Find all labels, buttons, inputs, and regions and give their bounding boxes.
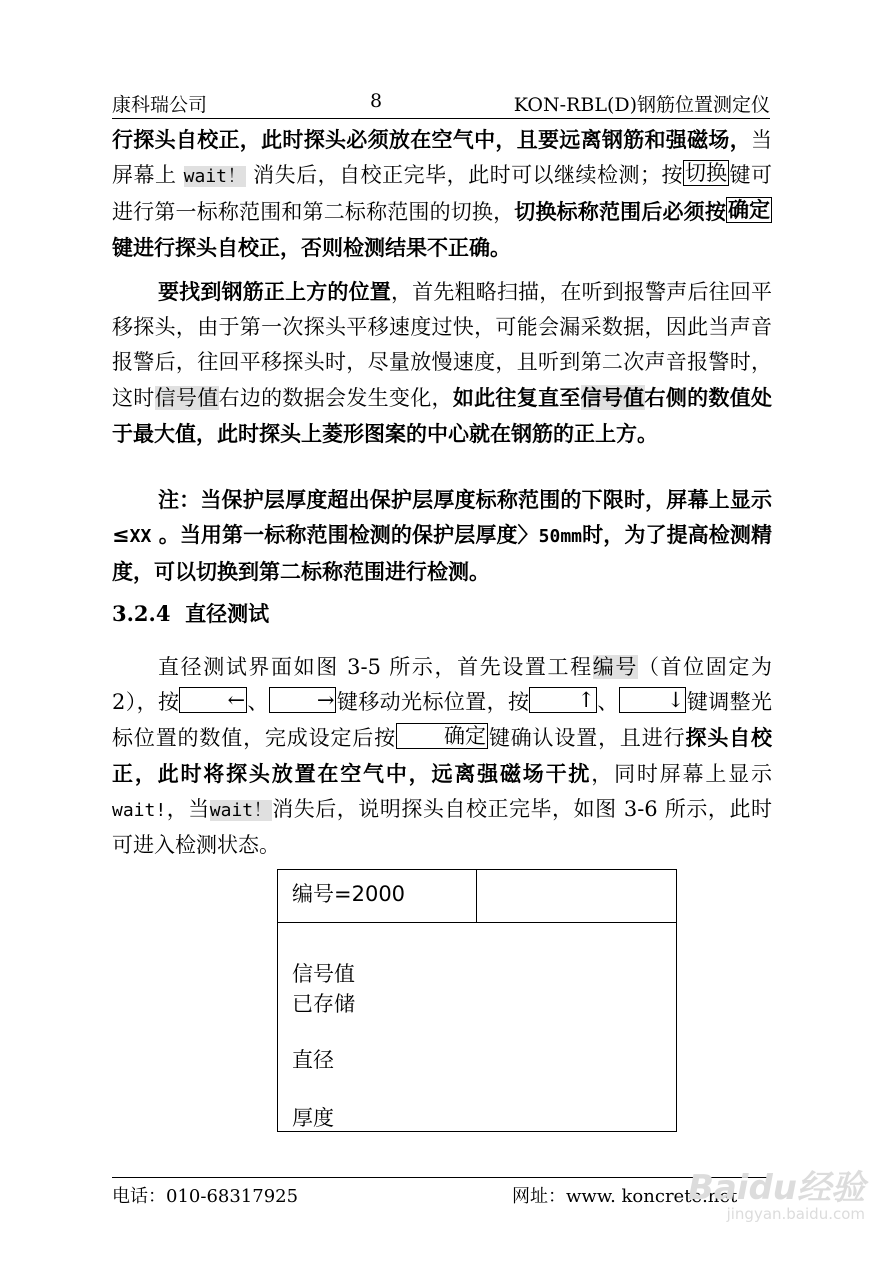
text-span: 键可进行第一标称范围和第二标称范围的切换， [112,163,772,224]
screen-stored-label: 已存储 [292,992,355,1016]
paragraph-find-position [112,274,772,452]
confirm-key: 确定 [396,723,488,749]
section-heading [112,598,269,628]
paragraph-self-calibration [112,122,772,266]
footer-website: 网址：www. koncrete.net [512,1186,738,1207]
wait-indicator: wait！ [183,166,246,187]
number-highlight: 编号 [592,655,638,679]
screen-diameter-label: 直径 [292,1048,334,1072]
header-divider [112,118,770,119]
paragraph-diameter-test [112,650,772,863]
up-arrow-key: ↑ [529,687,597,713]
text-span: XX [129,526,152,547]
company-name: 康科瑞公司 [112,94,208,116]
left-arrow-key: ← [179,687,247,713]
text-span: ，同时屏幕上显示 [591,762,772,786]
signal-value-highlight: 信号值 [154,386,219,410]
footer-phone: 电话：010-68317925 [112,1186,299,1207]
confirm-key: 确定 [728,197,771,222]
page-header [112,90,770,118]
text-span: 右边的数据会发生变化， [218,386,453,410]
text-span: ，当 [166,797,210,821]
product-name: KON-RBL(D)钢筋位置测定仪 [513,94,770,116]
text-span: 、 [247,690,269,714]
text-span: 键进行探头自校正，否则检测结果不正确。 [112,235,511,260]
baidu-logo: Baidu经验 [687,1168,865,1208]
screen-signal-label: 信号值 [292,962,355,986]
watermark [688,1160,865,1223]
text-span: 时，为了提高检测精度，可以切换到第二标称范围进行检测。 [112,522,773,584]
section-number: 3.2.4 [112,601,171,626]
text-span: 直径测试界面如图 3-5 所示，首先设置工程 [158,655,593,679]
text-span: 消失后，说明探头自校正完毕，如图 3-6 所示，此时可进入检测状态。 [112,797,772,857]
footer-divider [112,1177,770,1178]
text-span: 探头自校正，此时将探头放置在空气中，远离强磁场干扰 [112,725,773,786]
wait-indicator: wait！ [209,800,273,821]
text-span: 要找到钢筋正上方的位置 [158,279,391,304]
section-title: 直径测试 [185,601,270,626]
text-span: 50mm [538,526,583,547]
text-span: 键移动光标位置，按 [336,690,530,714]
text-span: 消失后，自校正完毕，此时可以继续检测；按 [246,163,684,187]
text-span: 行探头自校正，此时探头必须放在空气中，且要远离钢筋和强磁场， [112,127,751,152]
paragraph-note [112,482,772,589]
text-span: 。当用第一标称范围检测的保护层厚度〉 [151,522,539,547]
text-span: 注：当保护层厚度超出保护层厚度标称范围的下限时，屏幕上显示≤ [112,487,772,547]
screen-number-label: 编号=2000 [292,882,406,906]
text-span: 如此往复直至 [452,385,581,410]
down-arrow-key: ↓ [619,687,687,713]
device-screen-figure [277,869,677,1132]
right-arrow-key: → [269,687,337,713]
text-span: 切换标称范围后必须按 [514,199,727,224]
watermark-url: jingyan.baidu.com [726,1205,865,1223]
screen-thickness-label: 厚度 [292,1106,334,1130]
wait-indicator: wait! [112,800,167,821]
text-span: 键确认设置，且进行 [488,726,686,750]
text-span: （首位固定为 2），按 [112,655,772,714]
screen-divider-vertical [476,870,477,922]
text-span: 右侧的数值处于最大值，此时探头上菱形图案的中心就在钢筋的正上方。 [112,385,773,446]
text-span: 当屏幕上 [112,128,772,187]
page-number: 8 [370,90,383,112]
text-span: 键调整光标位置的数值，完成设定后按 [112,690,773,750]
screen-divider-horizontal [278,922,676,923]
signal-value-highlight: 信号值 [580,385,645,410]
switch-key: 切换 [685,161,728,185]
text-span: ，首先粗略扫描，在听到报警声后往回平移探头，由于第一次探头平移速度过快，可能会漏采数据，因此当声音报警后，往回平移探头时，尽量放慢速度，且听到第二次声音报警时，这时 [112,280,773,410]
text-span: 、 [597,690,619,714]
